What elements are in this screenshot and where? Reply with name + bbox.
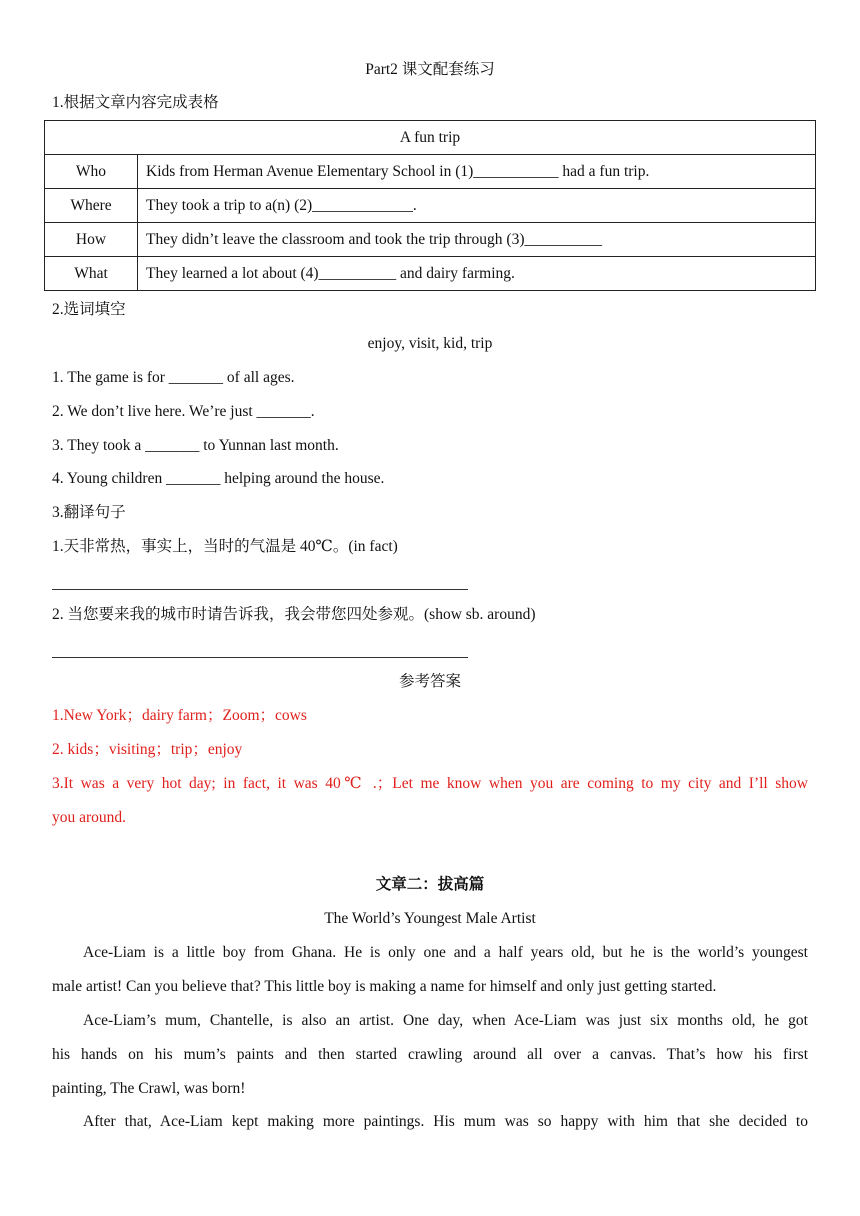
table-caption-row [45,121,816,155]
translate-item: 1.天非常热，事实上，当时的气温是 40℃。(in fact) [52,538,398,555]
paragraph-line: male artist! Can you believe that? This little boy is making a name for himself and only just getting started. [52,978,717,995]
table-row [45,223,816,257]
section3-heading: 3.翻译句子 [52,504,126,521]
row-text: They didn’t leave the classroom and took the trip through (3)__________ [138,223,816,257]
word-bank: enjoy, visit, kid, trip [367,335,493,352]
paragraph-line: After that, Ace-Liam kept making more paintings. His mum was so happy with him that she decided to [83,1113,808,1130]
paragraph-line: painting, The Crawl, was born! [52,1080,246,1097]
row-text: Kids from Herman Avenue Elementary School in (1)___________ had a fun trip. [138,155,816,189]
article-paragraph [52,936,808,1004]
answer-line [52,589,468,590]
row-label: Where [45,189,138,223]
answer-line-text: 2. kids；visiting；trip；enjoy [52,741,243,758]
paragraph-line: his hands on his mum’s paints and then started crawling around all over a canvas. That’s how his first [52,1046,808,1063]
article-paragraph [52,1004,808,1106]
section1-heading: 1.根据文章内容完成表格 [52,94,219,111]
row-text: They took a trip to a(n) (2)_____________. [138,189,816,223]
row-label: Who [45,155,138,189]
answer-line-text: 3.It was a very hot day; in fact, it was 40℃ .；Let me know when you are coming to my city and I’ll show [52,775,808,792]
article-paragraph [52,1105,808,1139]
fill-item: 3. They took a _______ to Yunnan last month. [52,437,339,454]
table-row [45,189,816,223]
table-caption: A fun trip [45,121,816,155]
article-title: The World’s Youngest Male Artist [324,910,536,927]
answer-line-text: 1.New York；dairy farm；Zoom；cows [52,707,307,724]
row-label: What [45,257,138,291]
answer-line-text: you around. [52,809,127,826]
table-row [45,257,816,291]
table-row [45,155,816,189]
page-title: Part2 课文配套练习 [365,61,495,78]
fill-item: 1. The game is for _______ of all ages. [52,369,295,386]
translate-item: 2. 当您要来我的城市时请告诉我，我会带您四处参观。(show sb. around) [52,606,536,623]
article-section-title: 文章二：拔高篇 [375,876,485,893]
fill-item: 4. Young children _______ helping around the house. [52,470,385,487]
answer-line [52,657,468,658]
row-text: They learned a lot about (4)__________ and dairy farming. [138,257,816,291]
section2-heading: 2.选词填空 [52,301,126,318]
fill-item: 2. We don’t live here. We’re just _______. [52,403,315,420]
answers-title: 参考答案 [398,673,461,690]
paragraph-line: Ace-Liam is a little boy from Ghana. He is only one and a half years old, but he is the world’s youngest [83,944,808,961]
row-label: How [45,223,138,257]
paragraph-line: Ace-Liam’s mum, Chantelle, is also an artist. One day, when Ace-Liam was just six months old, he got [83,1012,808,1029]
fun-trip-table [44,120,816,291]
